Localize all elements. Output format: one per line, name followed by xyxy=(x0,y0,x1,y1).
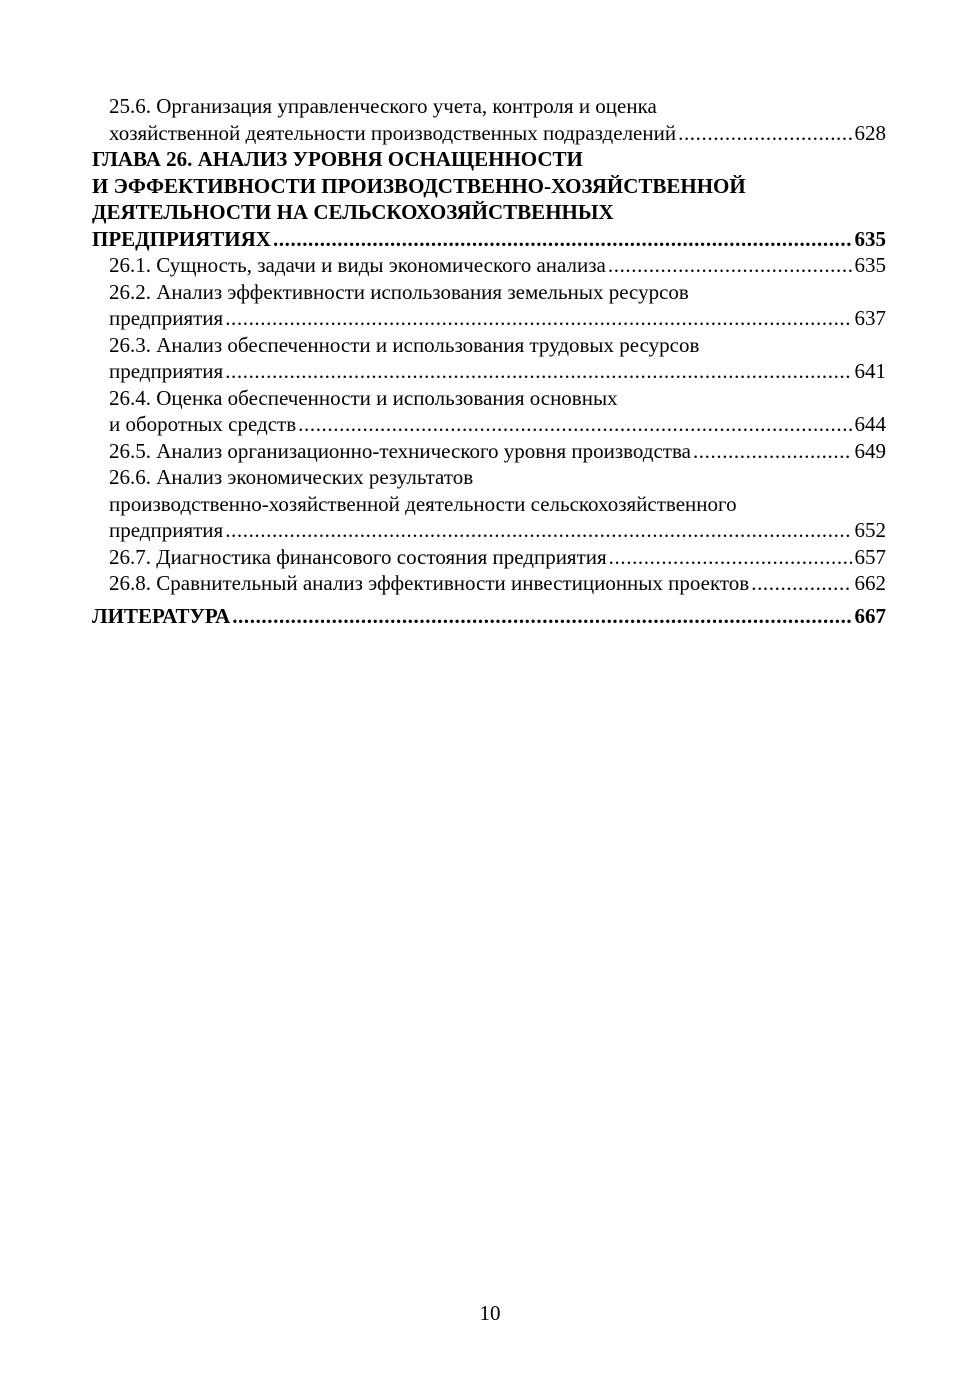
toc-entry-title: и оборотных средств xyxy=(109,412,297,436)
dot-leader xyxy=(751,570,851,597)
toc-entry-26-1[interactable] xyxy=(92,252,886,279)
toc-entry-26-8[interactable] xyxy=(92,570,886,597)
toc-entry-title: 26.5. Анализ организационно-технического уровня производства xyxy=(109,438,691,463)
toc-entry-title: 26.3. Анализ обеспеченности и использования трудовых ресурсов xyxy=(109,332,700,357)
toc-entry-title: 26.2. Анализ эффективности использования земельных ресурсов xyxy=(109,279,689,304)
toc-entry-26-6[interactable] xyxy=(92,464,886,544)
toc-page-number: 652 xyxy=(854,518,886,542)
toc-page-number: 644 xyxy=(854,412,886,436)
toc-entry-26-2[interactable] xyxy=(92,279,886,332)
toc-entry-title: 26.6. Анализ экономических результатов xyxy=(109,465,474,489)
toc-entry-title: ГЛАВА 26. АНАЛИЗ УРОВНЯ ОСНАЩЕННОСТИ xyxy=(92,147,583,171)
toc-entry-title: предприятия xyxy=(109,518,224,542)
toc-page-number: 641 xyxy=(854,359,886,383)
toc-entry-literature[interactable] xyxy=(92,603,886,630)
toc-entry-25-6[interactable] xyxy=(92,93,886,146)
toc-page-number: 635 xyxy=(854,226,886,251)
dot-leader xyxy=(608,252,852,279)
toc-entry-title: И ЭФФЕКТИВНОСТИ ПРОИЗВОДСТВЕННО-ХОЗЯЙСТВЕННОЙ xyxy=(92,173,746,198)
toc-entry-title: ЛИТЕРАТУРА xyxy=(92,603,231,628)
toc-page-number: 635 xyxy=(854,253,886,277)
toc-page-number: 637 xyxy=(854,306,886,330)
toc-entry-title: 26.7. Диагностика финансового состояния предприятия xyxy=(109,544,607,569)
toc-entry-title: 26.4. Оценка обеспеченности и использования основных xyxy=(109,385,618,410)
toc-entry-title: предприятия xyxy=(109,306,224,330)
dot-leader xyxy=(273,226,852,253)
toc-entry-26-7[interactable] xyxy=(92,544,886,571)
page-number-footer: 10 xyxy=(479,1301,501,1325)
toc-entry-title: предприятия xyxy=(109,359,224,383)
dot-leader xyxy=(693,438,852,465)
toc-entry-26-4[interactable] xyxy=(92,385,886,438)
dot-leader xyxy=(609,544,852,571)
toc-entry-title: производственно-хозяйственной деятельности сельскохозяйственного xyxy=(109,491,737,516)
dot-leader xyxy=(298,411,851,438)
toc-entry-title: 25.6. Организация управленческого учета, контроля и оценка xyxy=(109,94,657,118)
toc-entry-title: ДЕЯТЕЛЬНОСТИ НА СЕЛЬСКОХОЗЯЙСТВЕННЫХ xyxy=(92,200,614,224)
toc-entry-title: ПРЕДПРИЯТИЯХ xyxy=(92,226,271,251)
toc-entry-chapter-26[interactable] xyxy=(92,146,886,252)
dot-leader xyxy=(678,120,851,147)
table-of-contents xyxy=(92,93,886,629)
toc-entry-26-3[interactable] xyxy=(92,332,886,385)
toc-entry-26-5[interactable] xyxy=(92,438,886,465)
dot-leader xyxy=(225,517,851,544)
toc-page-number: 649 xyxy=(854,438,886,463)
dot-leader xyxy=(232,603,851,630)
toc-page-number: 667 xyxy=(854,603,886,628)
toc-entry-title: хозяйственной деятельности производственных подразделений xyxy=(109,120,677,145)
toc-entry-title: 26.1. Сущность, задачи и виды экономического анализа xyxy=(109,253,606,277)
dot-leader xyxy=(225,358,851,385)
toc-entry-title: 26.8. Сравнительный анализ эффективности инвестиционных проектов xyxy=(109,571,750,595)
toc-page-number: 662 xyxy=(854,571,886,595)
toc-page-number: 657 xyxy=(854,544,886,569)
toc-page-number: 628 xyxy=(854,120,886,145)
dot-leader xyxy=(225,305,851,332)
